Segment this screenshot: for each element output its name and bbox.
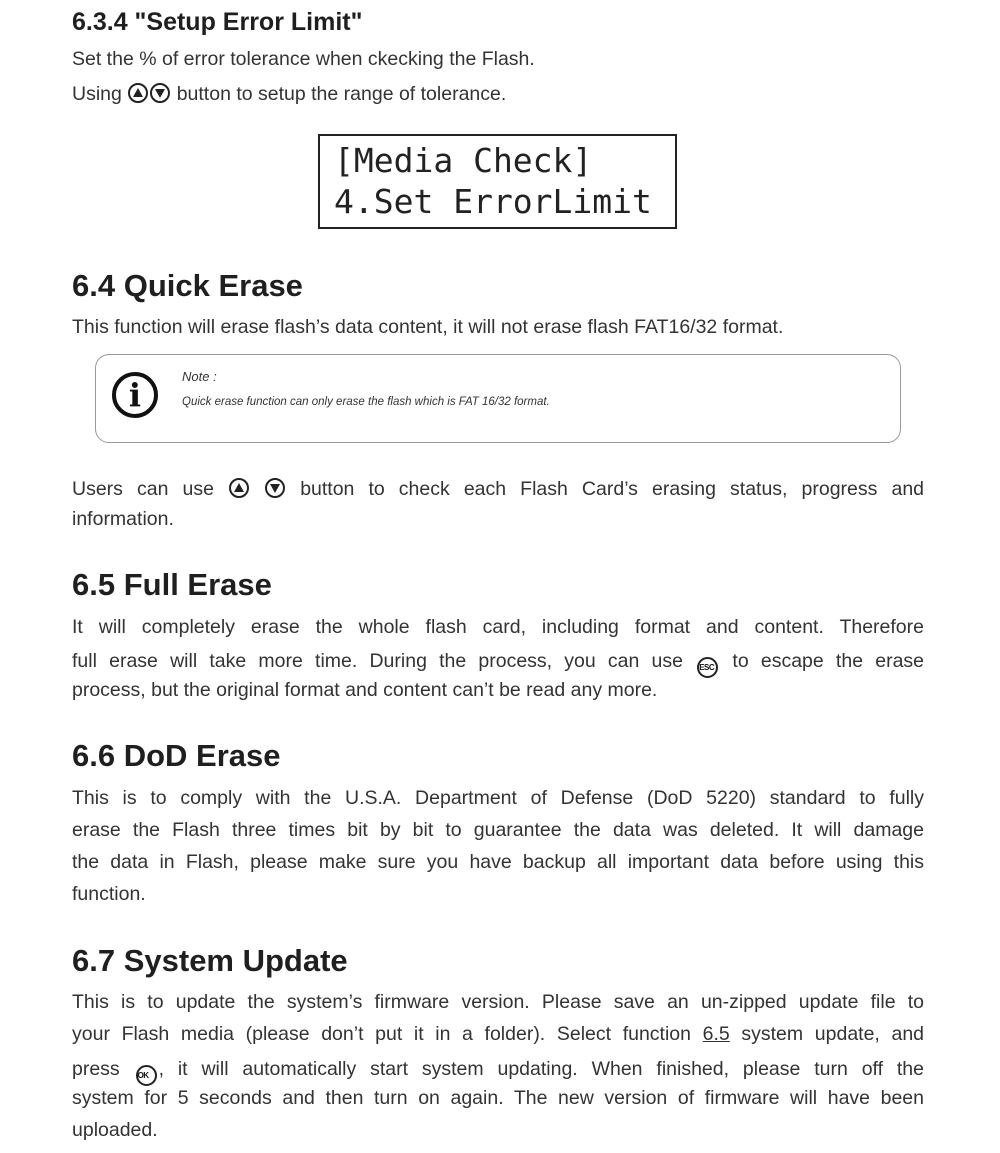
section-634-line2 bbox=[72, 78, 924, 110]
down-arrow-icon bbox=[150, 83, 170, 103]
lcd-line1: [Media Check] bbox=[334, 141, 593, 180]
section-64-usage-line2: information. bbox=[72, 508, 174, 530]
section-66-line1: This is to comply with the U.S.A. Department of Defense (DoD 5220) standard to fully bbox=[72, 787, 924, 809]
note-text: Quick erase function can only erase the flash which is FAT 16/32 format. bbox=[182, 396, 550, 408]
section-634-line2-before: Using bbox=[72, 83, 122, 105]
section-67-line2-before: your Flash media (please don’t put it in a folder). Select function bbox=[72, 1023, 691, 1045]
section-634-line1: Set the % of error tolerance when ckecking the Flash. bbox=[72, 48, 535, 70]
section-67-line3-after: , it will automatically start system updating. When finished, please turn off the bbox=[158, 1058, 924, 1080]
section-66-line4: function. bbox=[72, 883, 146, 905]
section-67-line2-after: system update, and bbox=[741, 1023, 925, 1045]
section-64-heading: 6.4 Quick Erase bbox=[72, 268, 303, 303]
section-65-heading: 6.5 Full Erase bbox=[72, 567, 272, 602]
section-66-line3: the data in Flash, please make sure you have backup all important data before using this bbox=[72, 851, 924, 873]
section-67-line3-before: press bbox=[72, 1058, 120, 1080]
section-67-line2 bbox=[72, 1018, 924, 1050]
note-title: Note : bbox=[182, 369, 217, 384]
section-64-usage-line1 bbox=[72, 473, 924, 505]
section-66-line2: erase the Flash three times bit by bit to guarantee the data was deleted. It will damage bbox=[72, 819, 924, 841]
section-65-line2-before: full erase will take more time. During the process, you can use bbox=[72, 650, 683, 672]
section-64-text: This function will erase flash’s data content, it will not erase flash FAT16/32 format. bbox=[72, 316, 784, 338]
section-67-line5: uploaded. bbox=[72, 1119, 158, 1141]
section-66-heading: 6.6 DoD Erase bbox=[72, 738, 281, 773]
lcd-display bbox=[318, 134, 677, 229]
section-65-line2-after: to escape the erase bbox=[732, 650, 925, 672]
section-67-heading: 6.7 System Update bbox=[72, 943, 348, 978]
down-arrow-icon bbox=[265, 478, 285, 498]
up-arrow-icon bbox=[229, 478, 249, 498]
esc-button-icon: ESC bbox=[697, 657, 718, 678]
ok-button-icon: OK bbox=[136, 1065, 157, 1086]
note-box bbox=[95, 354, 901, 443]
section-67-line4: system for 5 seconds and then turn on again. The new version of firmware will have been bbox=[72, 1087, 924, 1109]
up-arrow-icon bbox=[128, 83, 148, 103]
section-67-line1: This is to update the system’s firmware version. Please save an un-zipped update file to bbox=[72, 991, 924, 1013]
section-634-line2-after: button to setup the range of tolerance. bbox=[176, 83, 507, 105]
section-634-heading: 6.3.4 "Setup Error Limit" bbox=[72, 8, 363, 36]
info-icon: i bbox=[112, 372, 158, 418]
section-64-usage-before: Users can use bbox=[72, 478, 214, 500]
section-64-usage-after: button to check each Flash Card’s erasing status, progress and bbox=[300, 478, 925, 500]
function-link[interactable]: 6.5 bbox=[702, 1023, 730, 1045]
section-65-line3: process, but the original format and content can’t be read any more. bbox=[72, 679, 658, 701]
section-65-line1: It will completely erase the whole flash card, including format and content. Therefore bbox=[72, 616, 924, 638]
lcd-line2: 4.Set ErrorLimit bbox=[334, 182, 652, 221]
